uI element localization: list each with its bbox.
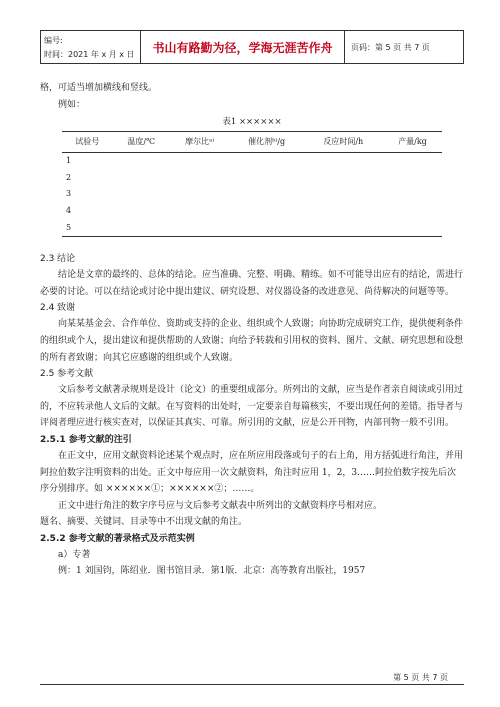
table-cell: 3 — [66, 189, 72, 199]
table-row — [62, 220, 442, 237]
table-header-cell: 产量/kg — [383, 132, 442, 153]
header-date: 时间：2021 年 x 月 x 日 — [44, 49, 135, 59]
subsection-heading: 2.5.2 参考文献的著录格式及示范实例 — [40, 533, 195, 544]
table-header-cell: 反应时间/h — [304, 132, 383, 153]
section-paragraph: 题名、摘要、关键词、目录等中不出现文献的角注。 — [40, 517, 248, 528]
header-motto: 书山有路勤为径，学海无涯苦作舟 — [141, 31, 345, 63]
intro-line: 格，可适当增加横线和竖线。 — [40, 83, 158, 93]
table-cell: 4 — [66, 205, 72, 215]
subsection-heading: 2.5.1 参考文献的注引 — [40, 434, 132, 445]
table-header-cell: 催化剂ᵇ⁾/g — [230, 132, 304, 153]
table-cell: 1 — [66, 156, 72, 166]
page-footer: 第 5 页 共 7 页 — [393, 673, 448, 682]
table-header-cell: 试验号 — [62, 132, 113, 153]
header-info — [41, 31, 141, 63]
section-heading: 2.3 结论 — [40, 254, 76, 265]
section-paragraph: 文后参考文献著录规则是设计（论文）的重要组成部分。所列出的文献，应当是作者亲自阅读或引用过的，不应转录他人文后的文献。在写资料的出处时，一定要亲自每篇核实，不要出现任何的差错。指导者与评阅者理应进行核实查对，以保证其真实、可靠。所引用的文献，应是公开刊物，内部刊物一般不引用。 — [40, 385, 464, 429]
table-row — [62, 153, 442, 170]
table-header-cell: 温度/℃ — [113, 132, 170, 153]
table-cell: 2 — [66, 172, 72, 182]
section-paragraph: 正文中进行角注的数字序号应与文后参考文献表中所列出的文献资料序号相对应。 — [58, 500, 383, 511]
table-cell: 5 — [62, 220, 113, 237]
section-heading: 2.4 致谢 — [40, 303, 76, 314]
sub-item-label: a）专著 — [58, 549, 91, 560]
example-label: 例如： — [58, 99, 86, 110]
header-page-number: 页码：第 5 页 共 7 页 — [351, 42, 430, 52]
header-number-label: 编号: — [44, 35, 63, 45]
section-paragraph: 结论是文章的最终的、总体的结论。应当准确、完整、明确、精练。如不可能导出应有的结论，需进行必要的讨论。可以在结论或讨论中提出建议、研究设想、对仪器设备的改进意见、尚待解决的问题等等。 — [40, 270, 464, 297]
section-paragraph: 在正文中，应用文献资料论述某个观点时，应在所应用段落或句子的右上角，用方括弧进行角注，并用阿拉伯数字注明资料的出处。正文中每应用一次文献资料，角注时应用 1，2，3……阿拉伯数字按先后次序分别排序。如 ××××××①；××××××②；……。 — [40, 450, 464, 495]
page-header — [40, 30, 464, 64]
table-row — [62, 186, 442, 203]
section-heading: 2.5 参考文献 — [40, 369, 94, 380]
table-row — [62, 170, 442, 187]
document-body — [40, 80, 464, 580]
table-header-row — [62, 132, 442, 153]
table-header-cell: 摩尔比ᵃ⁾ — [170, 132, 230, 153]
table-row — [62, 203, 442, 220]
table-caption: 表1 ×××××× — [222, 117, 282, 128]
section-paragraph: 向某某基金会、合作单位、资助或支持的企业、组织或个人致谢；向协助完成研究工作，提供便利条件的组织或个人，提出建议和提供帮助的人致谢；向给予转载和引用权的资料、图片、文献、研究思想和设想的所有者致谢；向其它应感谢的组织或个人致谢。 — [40, 319, 464, 363]
data-table — [62, 131, 442, 237]
footer-divider — [40, 684, 464, 685]
reference-example: 例：1 刘国钧，陈绍业．图书馆目录．第1版．北京：高等教育出版社，1957 — [58, 566, 366, 577]
